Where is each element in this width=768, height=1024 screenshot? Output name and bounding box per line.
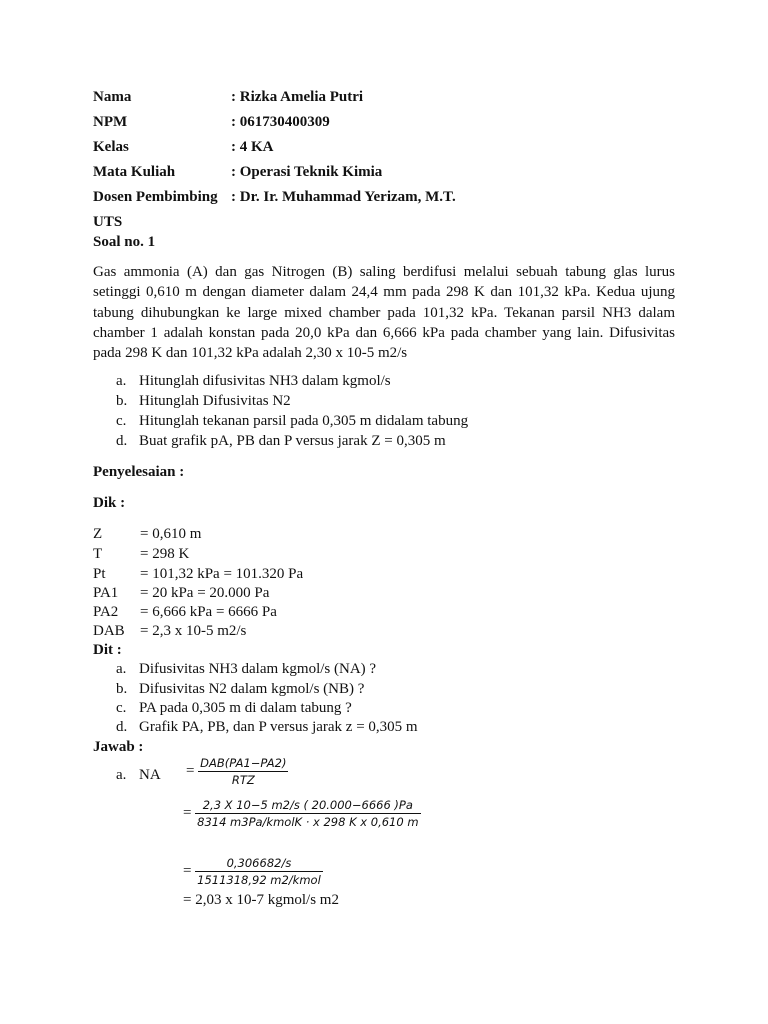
asked-label: c. [116, 700, 127, 716]
task-label: c. [116, 413, 127, 429]
question-number: Soal no. 1 [93, 234, 156, 250]
identity-row-lecturer [93, 187, 456, 207]
identity-row-name [93, 87, 363, 107]
identity-label: Nama [93, 89, 132, 105]
identity-label: Kelas [93, 139, 129, 155]
identity-value: : Rizka Amelia Putri [231, 89, 364, 105]
asked-text: Difusivitas N2 dalam kgmol/s (NB) ? [139, 681, 365, 697]
exam-title: UTS [93, 214, 123, 230]
asked-text: PA pada 0,305 m di dalam tabung ? [139, 700, 352, 716]
given-value: = 0,610 m [140, 526, 202, 542]
given-value: = 6,666 kPa = 6666 Pa [140, 604, 277, 620]
fraction [195, 856, 323, 887]
answer-heading: Jawab : [93, 739, 144, 755]
equals-sign: = [183, 863, 192, 879]
asked-item [116, 698, 352, 718]
identity-value: : 4 KA [231, 139, 274, 155]
asked-item [116, 679, 364, 699]
fraction-denominator: 8314 m3Pa/kmolK · x 298 K x 0,610 m [197, 815, 419, 829]
identity-value: : 061730400309 [231, 114, 330, 130]
given-label: PA1 [93, 585, 119, 601]
equation-2 [183, 798, 421, 829]
fraction-numerator: 2,3 X 10−5 m2/s ( 20.000−6666 )Pa [195, 798, 420, 814]
answer-label: a. [116, 767, 127, 783]
asked-item [116, 717, 418, 737]
fraction-denominator: RTZ [231, 773, 255, 787]
task-text: Hitunglah difusivitas NH3 dalam kgmol/s [139, 373, 391, 389]
given-label: Z [93, 526, 103, 542]
equals-sign: = [183, 805, 192, 821]
task-text: Hitunglah tekanan parsil pada 0,305 m didalam tabung [139, 413, 469, 429]
given-value: = 101,32 kPa = 101.320 Pa [140, 566, 304, 582]
identity-row-course [93, 162, 382, 182]
equation-3 [183, 856, 323, 887]
asked-item [116, 659, 376, 679]
answer-result: = 2,03 x 10-7 kgmol/s m2 [183, 892, 339, 908]
identity-row-npm [93, 112, 330, 132]
fraction-denominator: 1511318,92 m2/kmol [197, 873, 321, 887]
given-row [93, 524, 201, 544]
identity-value: : Dr. Ir. Muhammad Yerizam, M.T. [231, 189, 456, 205]
task-item [116, 411, 468, 431]
given-row [93, 544, 189, 564]
task-label: b. [116, 393, 128, 409]
given-label: PA2 [93, 604, 119, 620]
given-heading: Dik : [93, 495, 126, 511]
fraction-numerator: DAB(PA1−PA2) [200, 756, 287, 770]
identity-row-kelas [93, 137, 274, 157]
answer-item [116, 765, 161, 785]
equation-1 [186, 756, 288, 787]
given-row [93, 621, 246, 641]
task-label: a. [116, 373, 127, 389]
identity-label: Dosen Pembimbing [93, 189, 218, 205]
given-row [93, 564, 303, 584]
task-label: d. [116, 433, 128, 449]
identity-label: Mata Kuliah [93, 164, 176, 180]
given-value: = 2,3 x 10-5 m2/s [140, 623, 247, 639]
task-item [116, 391, 291, 411]
fraction [195, 798, 420, 829]
given-value: = 298 K [140, 546, 190, 562]
asked-text: Grafik PA, PB, dan P versus jarak z = 0,305 m [139, 719, 418, 735]
given-label: Pt [93, 566, 106, 582]
fraction [198, 756, 288, 787]
given-row [93, 583, 269, 603]
given-value: = 20 kPa = 20.000 Pa [140, 585, 270, 601]
given-row [93, 602, 277, 622]
asked-label: b. [116, 681, 128, 697]
task-text: Buat grafik pA, PB dan P versus jarak Z = 0,305 m [139, 433, 446, 449]
asked-label: a. [116, 661, 127, 677]
asked-heading: Dit : [93, 642, 122, 658]
identity-value: : Operasi Teknik Kimia [231, 164, 383, 180]
asked-label: d. [116, 719, 128, 735]
given-label: T [93, 546, 103, 562]
solution-heading: Penyelesaian : [93, 464, 185, 480]
task-text: Hitunglah Difusivitas N2 [139, 393, 291, 409]
fraction-numerator: 0,306682/s [195, 856, 323, 872]
given-label: DAB [93, 623, 125, 639]
identity-label: NPM [93, 114, 128, 130]
answer-symbol: NA [139, 767, 161, 783]
asked-text: Difusivitas NH3 dalam kgmol/s (NA) ? [139, 661, 377, 677]
problem-statement: Gas ammonia (A) dan gas Nitrogen (B) saling berdifusi melalui sebuah tabung glas lurus setinggi 0,610 m dengan diameter dalam 24,4 mm pada 298 K dan 101,32 kPa. Kedua ujung tabung dihubungkan ke large mixed chamber pada 101,32 kPa. Tekanan parsil NH3 dalam chamber 1 adalah konstan pada 20,0 kPa dan 6,666 kPa pada chamber yang lain. Difusivitas pada 298 K dan 101,32 kPa adalah 2,30 x 10-5 m2/s [93, 264, 675, 362]
task-item [116, 371, 391, 391]
equals-sign: = [186, 763, 195, 779]
task-item [116, 431, 446, 451]
